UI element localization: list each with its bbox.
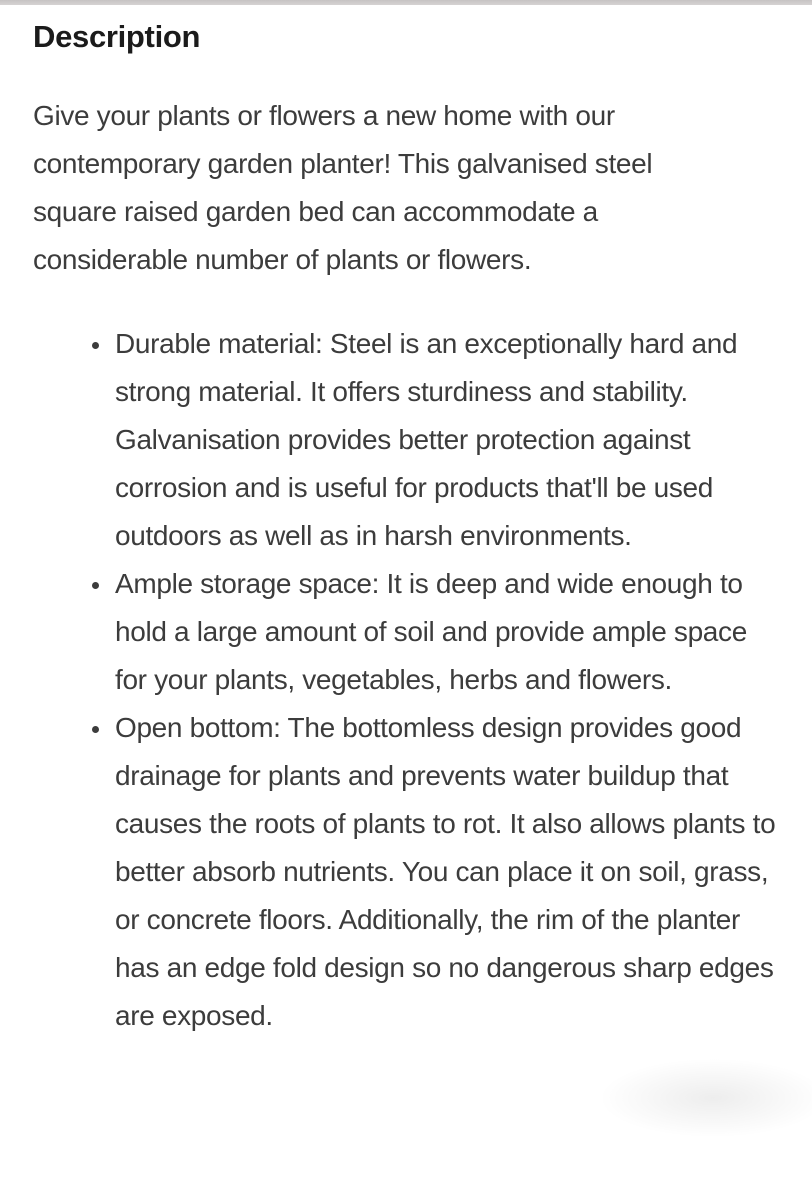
list-item: • Open bottom: The bottomless design provides good drainage for plants and prevents water buildup that causes the roots of plants to rot. It also allows plants to better absorb nutrients. You can place it on soil, grass, or concrete floors. Additionally, the rim of the planter has an edge fold design so no dangerous sharp edges are exposed. <box>113 704 779 1040</box>
list-item: • Durable material: Steel is an exceptionally hard and strong material. It offers sturdiness and stability. Galvanisation provides better protection against corrosion and is useful for products that'll be used outdoors as well as in harsh environments. <box>113 320 779 560</box>
highlight-smudge <box>598 1058 812 1138</box>
section-heading: Description <box>33 19 201 54</box>
description-section <box>0 5 812 1040</box>
list-item: • Ample storage space: It is deep and wide enough to hold a large amount of soil and provide ample space for your plants, vegetables, herbs and flowers. <box>113 560 779 704</box>
feature-list <box>33 320 779 1040</box>
intro-paragraph: Give your plants or flowers a new home with our contemporary garden planter! This galvanised steel square raised garden bed can accommodate a considerable number of plants or flowers. <box>33 100 653 275</box>
